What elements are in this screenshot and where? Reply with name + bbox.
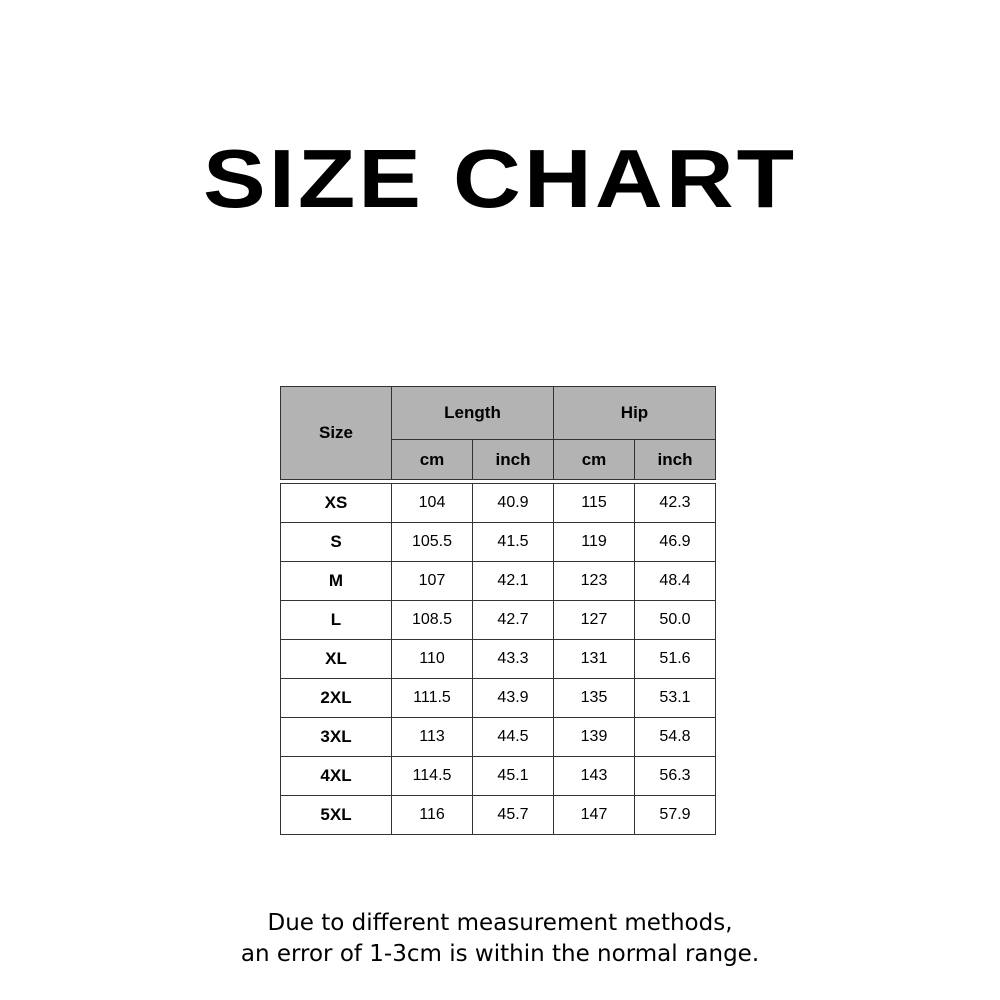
length-cm-cell: 114.5: [392, 757, 473, 796]
hip-cm-cell: 143: [554, 757, 635, 796]
hip-inch-cell: 53.1: [635, 679, 716, 718]
size-cell: L: [281, 601, 392, 640]
hip-inch-cell: 50.0: [635, 601, 716, 640]
hip-cm-cell: 131: [554, 640, 635, 679]
length-inch-cell: 40.9: [473, 484, 554, 523]
hip-inch-header: inch: [635, 440, 716, 480]
length-inch-cell: 41.5: [473, 523, 554, 562]
table-row: [281, 484, 716, 523]
hip-cm-cell: 115: [554, 484, 635, 523]
hip-cm-cell: 119: [554, 523, 635, 562]
size-table: [280, 386, 716, 835]
hip-cm-cell: 127: [554, 601, 635, 640]
size-cell: 3XL: [281, 718, 392, 757]
length-inch-cell: 42.7: [473, 601, 554, 640]
length-cm-cell: 108.5: [392, 601, 473, 640]
table-row: [281, 796, 716, 835]
length-cm-cell: 116: [392, 796, 473, 835]
table-row: [281, 757, 716, 796]
size-cell: 4XL: [281, 757, 392, 796]
length-inch-cell: 45.7: [473, 796, 554, 835]
hip-inch-cell: 56.3: [635, 757, 716, 796]
size-cell: S: [281, 523, 392, 562]
hip-inch-cell: 57.9: [635, 796, 716, 835]
note-line-2: an error of 1-3cm is within the normal range.: [240, 941, 760, 967]
note-line-1: Due to different measurement methods,: [267, 910, 733, 936]
length-cm-header: cm: [392, 440, 473, 480]
size-cell: XL: [281, 640, 392, 679]
header-row-groups: [281, 387, 716, 440]
hip-inch-cell: 48.4: [635, 562, 716, 601]
length-group-header: Length: [392, 387, 554, 440]
table-row: [281, 640, 716, 679]
hip-cm-header: cm: [554, 440, 635, 480]
table-row: [281, 679, 716, 718]
hip-group-header: Hip: [554, 387, 716, 440]
table-row: [281, 601, 716, 640]
hip-inch-cell: 51.6: [635, 640, 716, 679]
table-body: [281, 484, 716, 835]
hip-cm-cell: 147: [554, 796, 635, 835]
size-cell: 5XL: [281, 796, 392, 835]
length-cm-cell: 104: [392, 484, 473, 523]
hip-inch-cell: 46.9: [635, 523, 716, 562]
size-column-header: Size: [281, 387, 392, 480]
length-inch-cell: 43.9: [473, 679, 554, 718]
hip-inch-cell: 42.3: [635, 484, 716, 523]
length-inch-cell: 42.1: [473, 562, 554, 601]
hip-cm-cell: 123: [554, 562, 635, 601]
length-inch-header: inch: [473, 440, 554, 480]
length-cm-cell: 110: [392, 640, 473, 679]
length-inch-cell: 44.5: [473, 718, 554, 757]
table-row: [281, 718, 716, 757]
table-row: [281, 523, 716, 562]
size-cell: M: [281, 562, 392, 601]
table-row: [281, 562, 716, 601]
measurement-note: [0, 908, 1000, 970]
length-inch-cell: 43.3: [473, 640, 554, 679]
length-cm-cell: 107: [392, 562, 473, 601]
size-cell: XS: [281, 484, 392, 523]
length-cm-cell: 113: [392, 718, 473, 757]
size-cell: 2XL: [281, 679, 392, 718]
length-cm-cell: 111.5: [392, 679, 473, 718]
length-inch-cell: 45.1: [473, 757, 554, 796]
hip-cm-cell: 135: [554, 679, 635, 718]
hip-inch-cell: 54.8: [635, 718, 716, 757]
hip-cm-cell: 139: [554, 718, 635, 757]
length-cm-cell: 105.5: [392, 523, 473, 562]
page-title: SIZE CHART: [203, 132, 797, 225]
